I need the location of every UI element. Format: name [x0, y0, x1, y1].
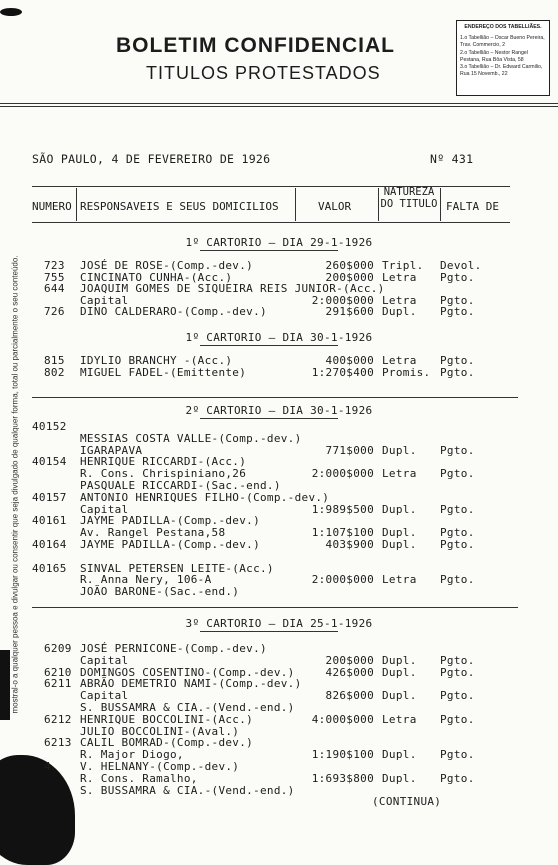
- section-title-underline: [200, 250, 338, 251]
- entry-number: 40164: [32, 538, 67, 551]
- entry-document-type: Dupl.: [382, 689, 417, 703]
- entry-document-type: Dupl.: [382, 502, 417, 516]
- entry-name: S. BUSSAMRA & CIA.-(Vend.-end.): [80, 783, 295, 797]
- entry-document-type: Letra: [382, 712, 417, 726]
- entry-number: 815: [44, 354, 65, 367]
- continua-note: (CONTINUA): [372, 795, 442, 808]
- notary-line: 1.o Tabellião – Oscar Bueno Pereira, Trav. Commercio, 2: [460, 35, 545, 49]
- entry-name: JAYME PADILLA-(Comp.-dev.): [80, 514, 260, 528]
- entry-name: JAYME PADILLA-(Comp.-dev.): [80, 538, 260, 551]
- entry-document-type: Letra: [382, 293, 417, 307]
- entry-reason: Pgto.: [440, 502, 475, 516]
- section-rule: [32, 607, 518, 608]
- entry-name: R. Anna Nery, 106-A: [80, 573, 212, 587]
- notary-line: 3.o Tabellião – Dr. Edward Carmilio, Rua 15 Novemb., 22: [460, 64, 543, 78]
- entry-name: JOÃO BARONE-(Sac.-end.): [80, 585, 240, 599]
- entry-name: Av. Rangel Pestana,58: [80, 526, 226, 540]
- entry-document-type: Tripl.: [382, 259, 424, 272]
- entry-name: Capital: [80, 502, 129, 516]
- entry-reason: Pgto.: [440, 665, 475, 679]
- col-valor: VALOR: [318, 200, 352, 213]
- entry-name: CINCINATO CUNHA-(Acc.): [80, 270, 233, 284]
- entry-value: 200$000: [325, 653, 374, 667]
- column-divider: [76, 188, 77, 221]
- entry-number: 40154: [32, 455, 67, 469]
- section-title-underline: [200, 631, 338, 632]
- entry-name: IGARAPAVA: [80, 443, 143, 457]
- entry-number: 726: [44, 305, 65, 318]
- entry-document-type: Dupl.: [382, 748, 417, 762]
- bulletin-subtitle: TITULOS PROTESTADOS: [146, 63, 381, 83]
- entry-reason: Pgto.: [440, 354, 475, 367]
- entry-number: 644: [44, 282, 65, 295]
- col-responsaveis: RESPONSAVEIS E SEUS DOMICILIOS: [80, 200, 279, 213]
- entry-value: 771$000: [325, 443, 374, 457]
- notary-address-box: [456, 20, 550, 96]
- entry-name: DINO CALDERARO-(Comp.-dev.): [80, 305, 267, 318]
- entry-number: 4: [44, 760, 51, 773]
- entry-document-type: Letra: [382, 354, 417, 367]
- entry-value: 4:000$000: [311, 712, 374, 726]
- entry-document-type: Letra: [382, 573, 417, 587]
- notary-box-title: ENDEREÇO DOS TABELLIÃES.: [464, 24, 542, 30]
- entry-name: HENRIQUE RICCARDI-(Acc.): [80, 455, 247, 469]
- ink-mark: [0, 8, 22, 16]
- entry-number: 802: [44, 365, 65, 379]
- entry-value: 403$900: [325, 538, 374, 551]
- entry-reason: Pgto.: [440, 443, 475, 457]
- entry-name: V. HELNANY-(Comp.-dev.): [80, 760, 240, 773]
- entry-name: R. Cons. Chrispiniano,26: [80, 467, 247, 481]
- entry-document-type: Dupl.: [382, 538, 417, 551]
- entry-name: JOSÉ DE ROSE-(Comp.-dev.): [80, 259, 254, 272]
- entry-reason: Pgto.: [440, 748, 475, 762]
- section-title: 3º CARTORIO – DIA 25-1-1926: [185, 617, 373, 630]
- entry-reason: Devol.: [440, 259, 482, 272]
- entry-name: R. Cons. Ramalho,: [80, 771, 198, 785]
- section-title: 1º CARTORIO – DIA 30-1-1926: [185, 331, 373, 344]
- notary-line: 2.o Tabellião – Nestor Rangel Pestana, Rua Bôa Vista, 58: [460, 49, 528, 63]
- entry-document-type: Dupl.: [382, 665, 417, 679]
- entry-name: DOMINGOS COSENTINO-(Comp.-dev.): [80, 665, 295, 679]
- entry-name: MESSIAS COSTA VALLE-(Comp.-dev.): [80, 431, 302, 445]
- entry-reason: Pgto.: [440, 270, 475, 284]
- entry-name: Capital: [80, 653, 129, 667]
- entry-number: 6209: [44, 642, 72, 655]
- entry-name: JOAQUIM GOMES DE SIQUEIRA REIS JUNIOR-(Acc.): [80, 282, 385, 295]
- header-rule: [0, 106, 558, 107]
- entry-value: 291$600: [325, 305, 374, 318]
- entry-value: 1:989$500: [311, 502, 374, 516]
- col-numero: NUMERO: [32, 200, 72, 213]
- entry-reason: Pgto.: [440, 305, 475, 318]
- column-divider: [295, 188, 296, 221]
- entry-value: 426$000: [325, 665, 374, 679]
- entry-name: SINVAL PETERSEN LEITE-(Acc.): [80, 561, 274, 575]
- entry-document-type: Letra: [382, 467, 417, 481]
- entry-reason: Pgto.: [440, 538, 475, 551]
- entry-reason: Pgto.: [440, 526, 475, 540]
- entry-number: 723: [44, 259, 65, 272]
- section-title: 1º CARTORIO – DIA 29-1-1926: [185, 236, 373, 249]
- entry-name: ABRÃO DEMETRIO NAMI-(Comp.-dev.): [80, 677, 302, 691]
- confidential-side-notice: mostral-o a qualquer pessoa e divulgar ou consentir que seja divulgado de qualquer forma, total ou parcialmente o seu conteúdo.: [10, 255, 20, 714]
- ink-blot: [0, 755, 75, 865]
- entry-value: 1:190$100: [311, 748, 374, 762]
- entry-name: R. Major Diogo,: [80, 748, 184, 762]
- entry-value: 2:000$000: [311, 293, 374, 307]
- entry-name: MIGUEL FADEL-(Emittente): [80, 365, 247, 379]
- entry-reason: Pgto.: [440, 467, 475, 481]
- entry-document-type: Dupl.: [382, 443, 417, 457]
- entry-document-type: Dupl.: [382, 526, 417, 540]
- bulletin-title: BOLETIM CONFIDENCIAL: [116, 34, 395, 57]
- entry-number: 40157: [32, 490, 67, 504]
- entry-value: 1:107$100: [311, 526, 374, 540]
- column-divider: [440, 188, 441, 221]
- entry-name: CALIL BOMRAD-(Comp.-dev.): [80, 736, 254, 750]
- entry-name: Capital: [80, 689, 129, 703]
- entry-number: 6210: [44, 665, 72, 679]
- entry-document-type: Promis.: [382, 365, 431, 379]
- entry-value: 400$000: [325, 354, 374, 367]
- header-rule: [0, 103, 558, 104]
- entry-value: 1:270$400: [311, 365, 374, 379]
- entry-number: 40152: [32, 420, 67, 433]
- entry-number: 6211: [44, 677, 72, 691]
- entry-reason: Pgto.: [440, 365, 475, 379]
- entry-reason: Pgto.: [440, 712, 475, 726]
- entry-reason: Pgto.: [440, 653, 475, 667]
- entry-document-type: Dupl.: [382, 305, 417, 318]
- entry-name: Capital: [80, 293, 129, 307]
- entry-value: 260$000: [325, 259, 374, 272]
- entry-document-type: Letra: [382, 270, 417, 284]
- entry-reason: Pgto.: [440, 689, 475, 703]
- entry-reason: Pgto.: [440, 771, 475, 785]
- place-date: SÃO PAULO, 4 DE FEVEREIRO DE 1926: [32, 152, 271, 166]
- entry-name: S. BUSSAMRA & CIA.-(Vend.-end.): [80, 701, 295, 714]
- entry-number: 40161: [32, 514, 67, 528]
- entry-name: PASQUALE RICCARDI-(Sac.-end.): [80, 479, 281, 492]
- entry-name: IDYLIO BRANCHY -(Acc.): [80, 354, 233, 367]
- entry-value: 200$000: [325, 270, 374, 284]
- entry-value: 2:000$000: [311, 467, 374, 481]
- section-rule: [32, 397, 518, 398]
- ink-blot: [0, 650, 10, 720]
- entry-number: 755: [44, 270, 65, 284]
- section-title-underline: [200, 345, 338, 346]
- entry-name: ANTONIO HENRIQUES FILHO-(Comp.-dev.): [80, 490, 330, 504]
- entry-name: HENRIQUE BOCCOLINI-(Acc.): [80, 712, 254, 726]
- entry-value: 2:000$000: [311, 573, 374, 587]
- section-title: 2º CARTORIO – DIA 30-1-1926: [185, 404, 373, 417]
- entry-value: 826$000: [325, 689, 374, 703]
- entry-number: 6213: [44, 736, 72, 750]
- bulletin-number: Nº 431: [430, 152, 474, 166]
- entry-reason: Pgto.: [440, 573, 475, 587]
- entry-name: JOSÉ PERNICONE-(Comp.-dev.): [80, 642, 267, 655]
- col-natureza: NATUREZA DO TITULO: [380, 186, 438, 210]
- entry-name: JULIO BOCCOLINI-(Aval.): [80, 724, 240, 738]
- section-title-underline: [200, 418, 338, 419]
- entry-number: 6212: [44, 712, 72, 726]
- entry-document-type: Dupl.: [382, 653, 417, 667]
- entry-document-type: Dupl.: [382, 771, 417, 785]
- col-falta: FALTA DE: [446, 200, 499, 213]
- entry-reason: Pgto.: [440, 293, 475, 307]
- entry-value: 1:693$800: [311, 771, 374, 785]
- column-divider: [378, 188, 379, 221]
- entry-number: 40165: [32, 561, 67, 575]
